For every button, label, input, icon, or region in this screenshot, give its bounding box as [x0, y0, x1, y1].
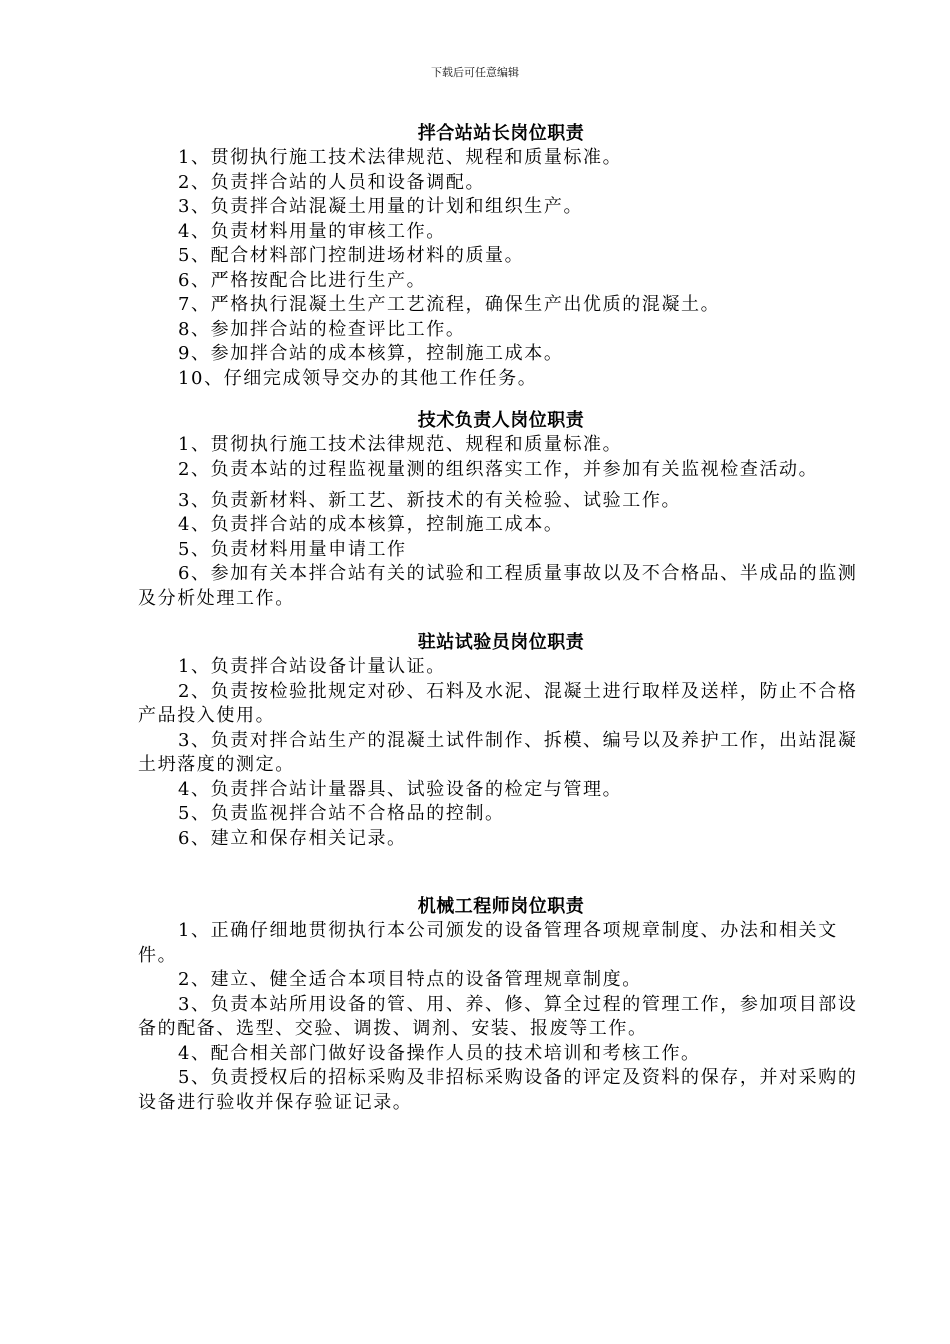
section-technical-lead: [138, 409, 864, 611]
section-title: 驻站试验员岗位职责: [417, 632, 585, 653]
list-item: 3、负责本站所用设备的管、用、养、修、算全过程的管理工作，参加项目部设备的配备、选型、交验、调拨、调剂、安装、报废等工作。: [138, 993, 858, 1039]
section-lab-technician: [138, 631, 864, 851]
list-item: 3、负责对拌合站生产的混凝土试件制作、拆模、编号以及养护工作，出站混凝土坍落度的测定。: [138, 729, 858, 775]
list-item: 10、仔细完成领导交办的其他工作任务。: [178, 367, 538, 389]
list-item: 5、负责授权后的招标采购及非招标采购设备的评定及资料的保存，并对采购的设备进行验收并保存验证记录。: [138, 1067, 858, 1113]
section-title: 技术负责人岗位职责: [417, 410, 585, 431]
list-item: 6、参加有关本拌合站有关的试验和工程质量事故以及不合格品、半成品的监测及分析处理工作。: [138, 563, 858, 609]
list-item: 4、负责拌合站计量器具、试验设备的检定与管理。: [178, 778, 623, 800]
list-item: 1、贯彻执行施工技术法律规范、规程和质量标准。: [178, 147, 623, 168]
list-item: 4、配合相关部门做好设备操作人员的技术培训和考核工作。: [178, 1042, 701, 1064]
list-item: 5、负责监视拌合站不合格品的控制。: [178, 803, 505, 824]
list-item: 3、负责新材料、新工艺、新技术的有关检验、试验工作。: [178, 489, 682, 511]
list-item: 9、参加拌合站的成本核算，控制施工成本。: [178, 343, 564, 364]
list-item: 5、负责材料用量申请工作: [178, 538, 407, 560]
section-station-manager: [138, 122, 864, 391]
section-title: 拌合站站长岗位职责: [417, 123, 585, 144]
list-item: 1、贯彻执行施工技术法律规范、规程和质量标准。: [178, 434, 623, 455]
section-mechanical-engineer: [138, 895, 864, 1115]
list-item: 6、严格按配合比进行生产。: [178, 269, 427, 291]
list-item: 2、负责拌合站的人员和设备调配。: [178, 171, 486, 193]
list-item: 1、负责拌合站设备计量认证。: [178, 656, 446, 677]
list-item: 1、正确仔细地贯彻执行本公司颁发的设备管理各项规章制度、办法和相关文件。: [138, 920, 838, 966]
document-body: [138, 122, 864, 1115]
list-item: 4、负责拌合站的成本核算，控制施工成本。: [178, 514, 564, 535]
list-item: 8、参加拌合站的检查评比工作。: [178, 318, 466, 340]
list-item: 2、负责本站的过程监视量测的组织落实工作，并参加有关监视检查活动。: [178, 458, 819, 480]
list-item: 4、负责材料用量的审核工作。: [178, 220, 446, 242]
section-title: 机械工程师岗位职责: [417, 896, 585, 917]
list-item: 7、严格执行混凝土生产工艺流程，确保生产出优质的混凝土。: [178, 294, 721, 315]
list-item: 2、建立、健全适合本项目特点的设备管理规章制度。: [178, 969, 642, 990]
list-item: 3、负责拌合站混凝土用量的计划和组织生产。: [178, 196, 584, 217]
header-note: 下载后可任意编辑: [431, 66, 519, 79]
list-item: 6、建立和保存相关记录。: [178, 827, 407, 849]
list-item: 5、配合材料部门控制进场材料的质量。: [178, 245, 525, 266]
list-item: 2、负责按检验批规定对砂、石料及水泥、混凝土进行取样及送样，防止不合格产品投入使用。: [138, 680, 858, 726]
